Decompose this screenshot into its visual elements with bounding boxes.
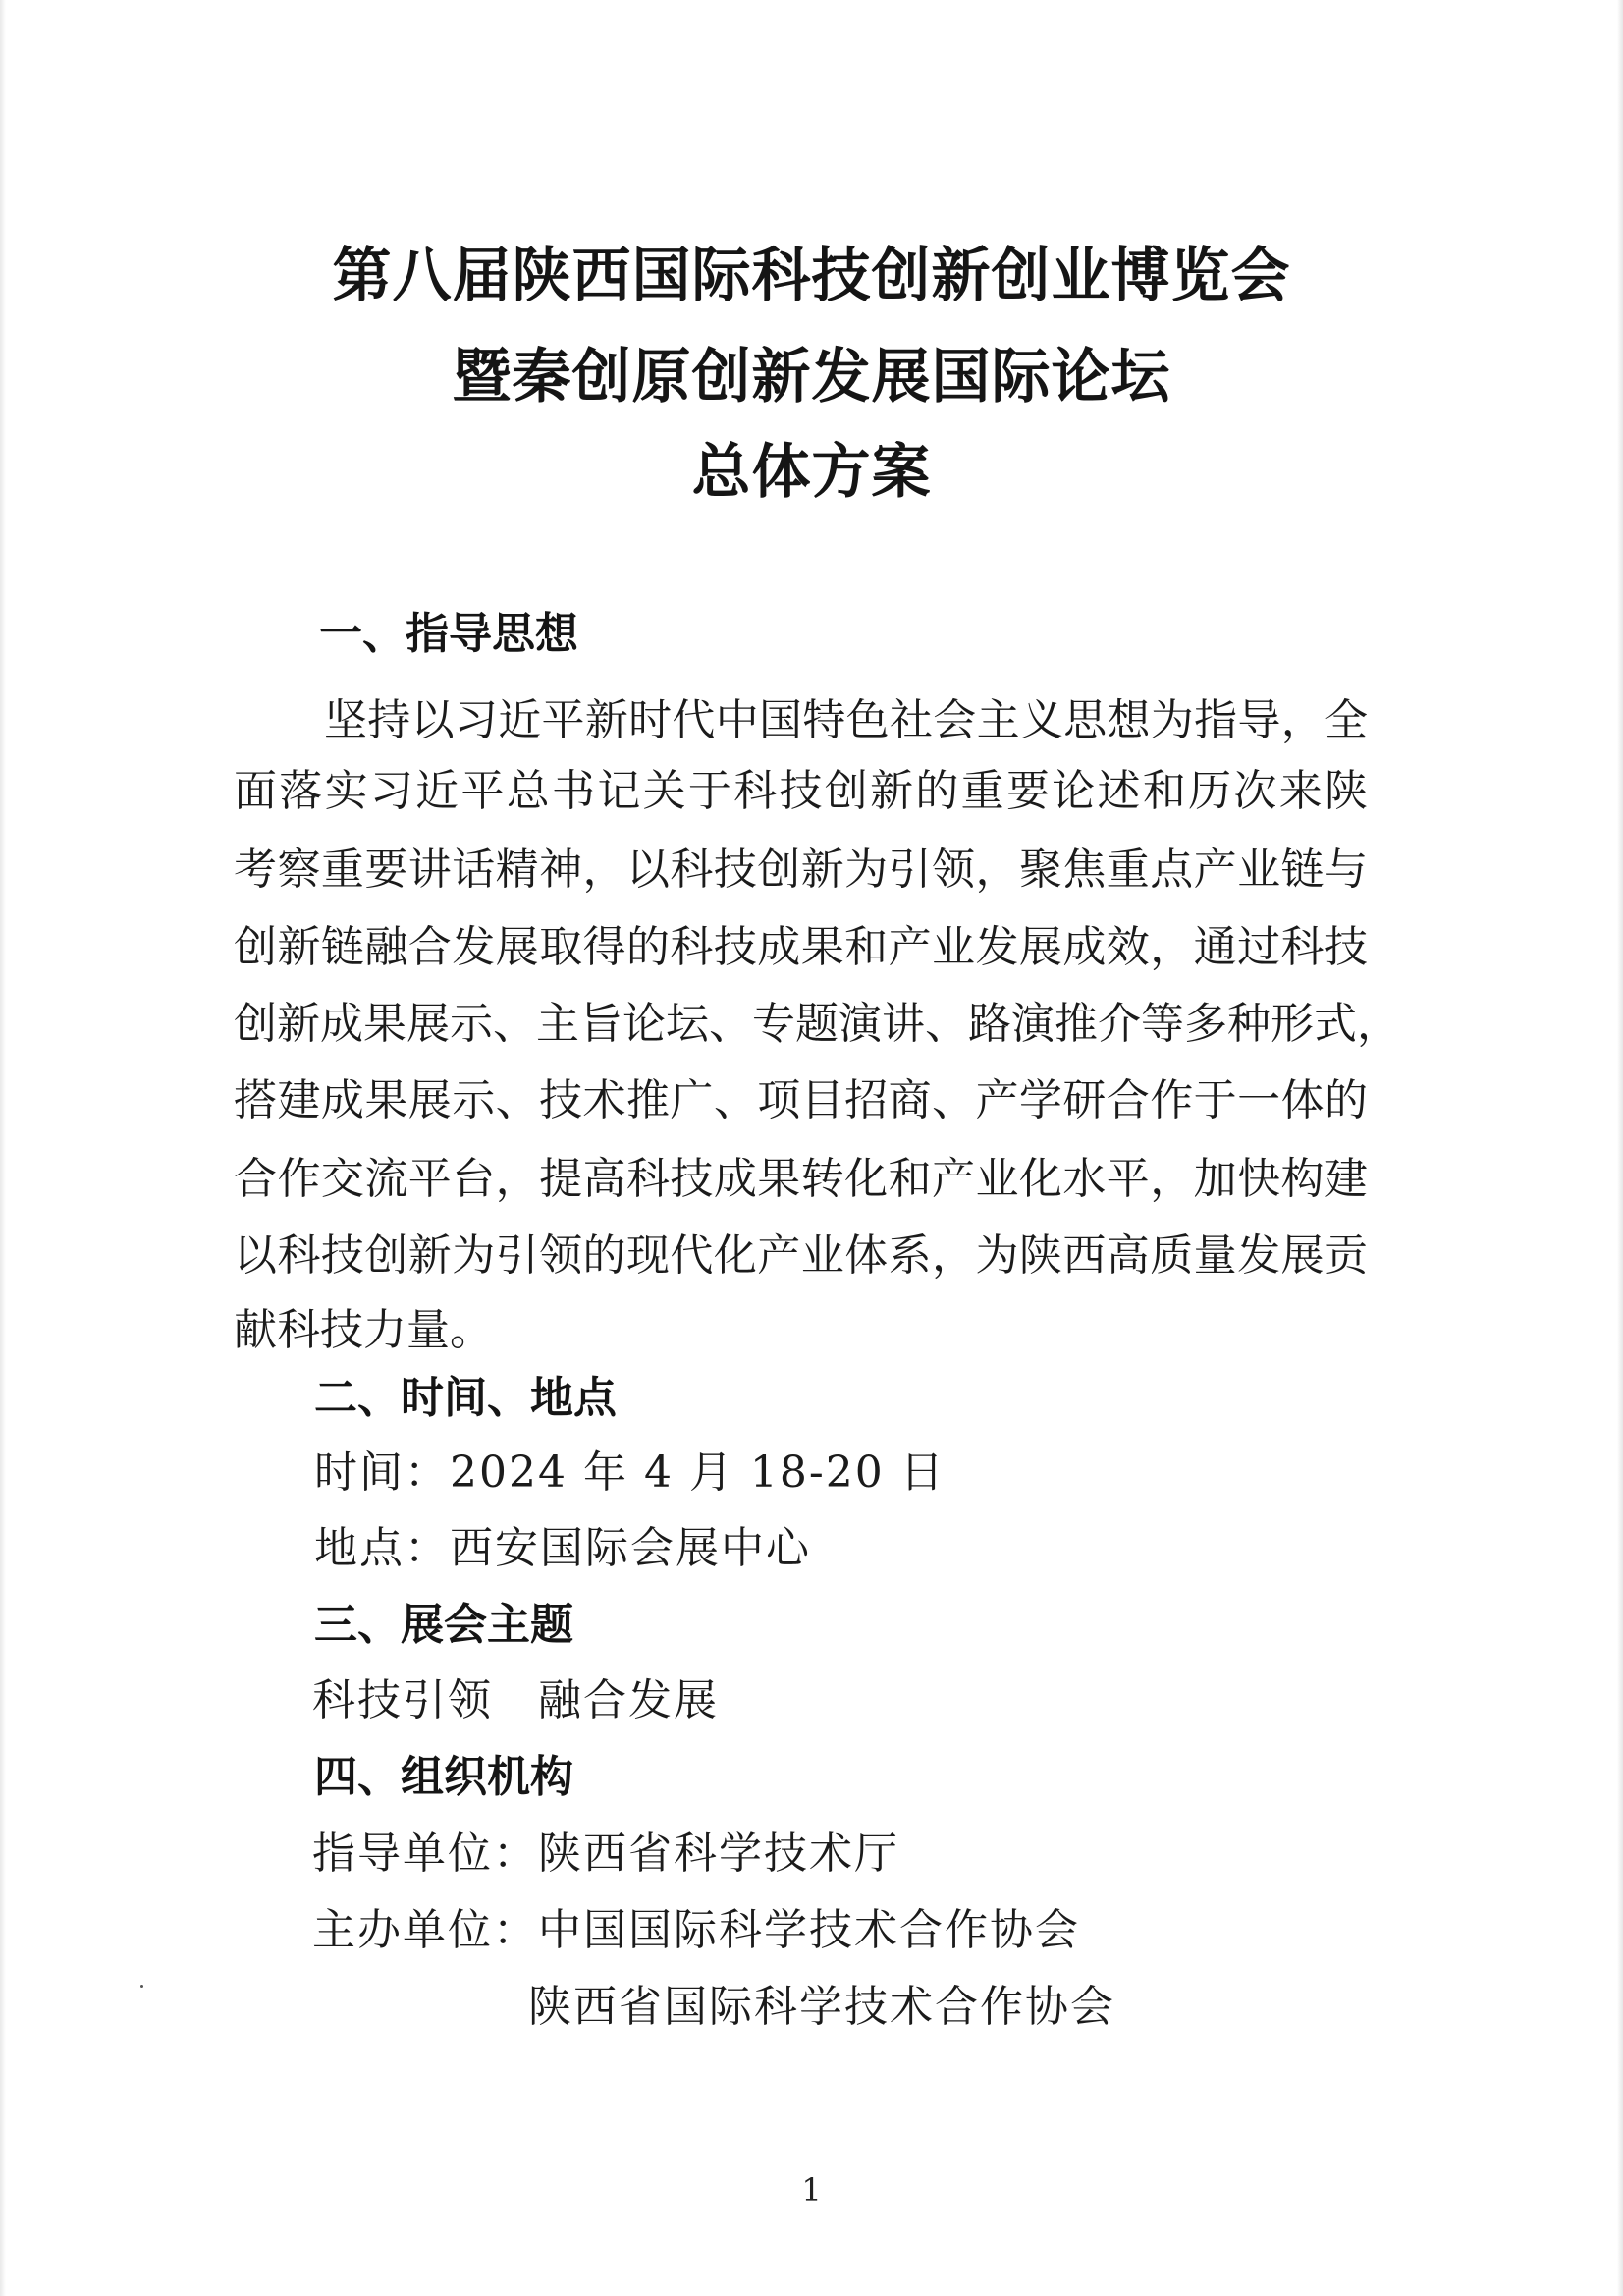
section-heading-1: 一、指导思想 <box>319 609 578 659</box>
theme-line: 科技引领 融合发展 <box>312 1675 719 1725</box>
paragraph-line: 考察重要讲话精神，以科技创新为引领，聚焦重点产业链与 <box>234 845 1368 895</box>
paragraph-line: 面落实习近平总书记关于科技创新的重要论述和历次来陕 <box>234 766 1368 816</box>
section-heading-2: 二、时间、地点 <box>314 1373 617 1423</box>
host-unit-line: 主办单位：中国国际科学技术合作协会 <box>312 1905 1080 1955</box>
place-line: 地点：西安国际会展中心 <box>314 1523 811 1573</box>
page-number: 1 <box>801 2171 822 2209</box>
paragraph-line: 合作交流平台，提高科技成果转化和产业化水平，加快构建 <box>234 1154 1368 1204</box>
guide-unit-line: 指导单位：陕西省科学技术厅 <box>312 1829 899 1879</box>
paragraph-line: 搭建成果展示、技术推广、项目招商、产学研合作于一体的 <box>234 1075 1368 1125</box>
paragraph-line: 以科技创新为引领的现代化产业体系，为陕西高质量发展贡 <box>234 1230 1368 1281</box>
title-line-2: 暨秦创原创新发展国际论坛 <box>452 343 1171 411</box>
section-heading-3: 三、展会主题 <box>314 1600 573 1650</box>
paragraph-line: 坚持以习近平新时代中国特色社会主义思想为指导，全 <box>324 695 1368 745</box>
title-line-3: 总体方案 <box>691 438 932 507</box>
paragraph-line: 创新成果展示、主旨论坛、专题演讲、路演推介等多种形式， <box>234 999 1400 1049</box>
section-heading-4: 四、组织机构 <box>314 1752 573 1802</box>
paragraph-line: 献科技力量。 <box>234 1305 493 1355</box>
scan-speck <box>140 1985 143 1988</box>
time-line: 时间：2024 年 4 月 18-20 日 <box>314 1448 946 1498</box>
host-unit-line-2: 陕西省国际科学技术合作协会 <box>528 1982 1115 2032</box>
paragraph-line: 创新链融合发展取得的科技成果和产业发展成效，通过科技 <box>234 922 1368 972</box>
title-line-1: 第八届陕西国际科技创新创业博览会 <box>332 242 1291 310</box>
